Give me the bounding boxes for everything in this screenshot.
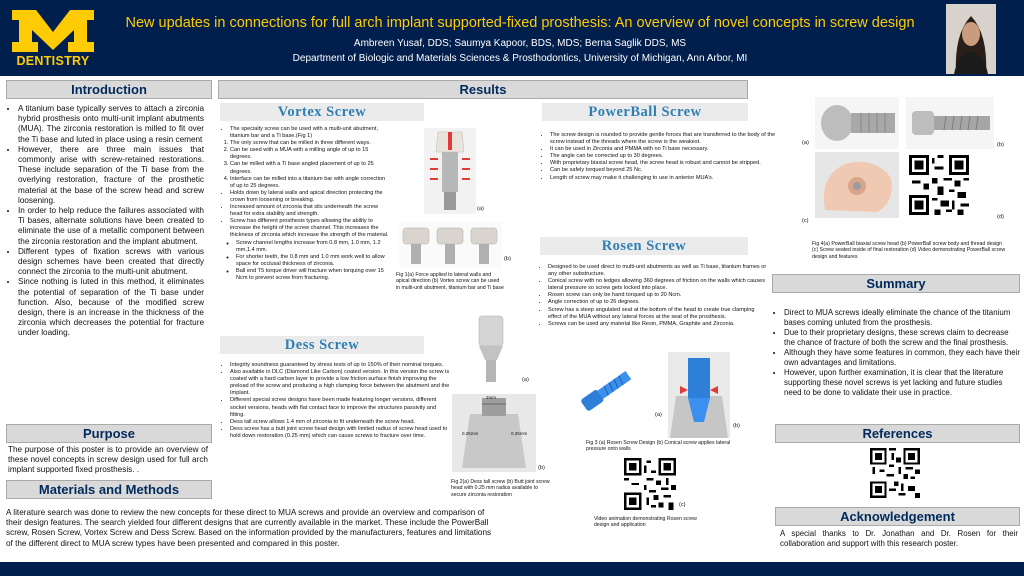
university-logo [12, 10, 94, 66]
vortex-heading: Vortex Screw [220, 103, 424, 121]
purpose-heading: Purpose [6, 424, 212, 443]
dess-dim-right: 0.25mm [511, 431, 528, 436]
author-photo [946, 4, 996, 74]
references-heading: References [775, 424, 1020, 443]
rosen-video-caption: Video animation demonstrating Rosen screw design and application [594, 516, 697, 529]
rosen-screw-image [566, 358, 646, 426]
list-item: 1. The only screw that can be milled in three different ways. [230, 140, 390, 147]
dess-body [222, 362, 452, 440]
references-qr-code [870, 448, 920, 498]
list-item: • Due to their proprietary designs, these screws claim to decrease the chance of fracture of both the screw and the final prosthesis. [784, 328, 1020, 348]
list-item: • Angle correction of up to 26 degrees. [548, 299, 768, 306]
vortex-caption: Fig 1(a) Force applied to lateral walls and apical direction (b) Vortex screw can be used in multi-unit abutment, titanium bar and Ti base [396, 272, 504, 291]
poster-department: Department of Biologic and Materials Sciences & Prosthodontics, University of Michigan, Ann Arbor, MI [292, 53, 748, 64]
rosen-qr-code [624, 458, 676, 510]
list-item: • Dess screw has a butt joint screw head design with limited radius of screw head used to hold down restoration (0.25 mm) which can cause screws to fracture over time. [230, 426, 452, 440]
dess-tall-screw-image [463, 312, 519, 386]
vortex-body [222, 126, 390, 282]
list-item: • Rosen screw can only be hand torqued up to 20 Ncm. [548, 292, 768, 299]
list-item: • Screw has different prosthesis types allowing the ability to increase the height of the screw channel. This increases the thickness of zirconia which increase the strength of the material. [230, 218, 390, 239]
powerball-qr-code [909, 155, 969, 215]
dess-dim-top: 2mm [486, 395, 496, 400]
list-item: • Since nothing is luted in this method, it eliminates the potential of separation of the Ti base under function. Also, because of the modified screw design, there is an increase in the thickness of the zirconia which decreases the potential for fracture under loading. [18, 277, 204, 338]
list-item: • Conical screw with no ledges allowing 360 degrees of friction on the walls which causes lateral pressure so screw gets locked into place. [548, 278, 768, 292]
results-heading: Results [218, 80, 748, 99]
dess-heading: Dess Screw [220, 336, 424, 354]
dess-label-b: (b) [538, 465, 545, 471]
list-item: • Integrity soundness guaranteed by stress tests of up to 150% of their nominal torques. [230, 362, 452, 369]
list-item: • Different types of fixation screws with various design schemes have been created that directly connect the zirconia to the multi-unit abutment. [18, 247, 204, 278]
vortex-label-b: (b) [504, 256, 511, 262]
list-item: • It can be used in Zirconia and PMMA with no Ti base necessary. [550, 146, 780, 153]
acknowledgement-body: A special thanks to Dr. Jonathan and Dr. Rosen for their collaboration and support with this research poster. [780, 529, 1018, 548]
list-item: • With proprietary biaxial screw head, the screw head is robust and cannot be stripped. [550, 160, 780, 167]
list-item: • Although they have some features in common, they each have their own advantages and limitations. [784, 348, 1020, 368]
rosen-caption: Fig 3 (a) Rosen Screw Design (b) Conical screw applies lateral pressure onto walls [586, 440, 731, 453]
list-item: • Length of screw may make it challenging to use in anterior MUA’s. [550, 175, 780, 182]
list-item: • Designed to be used direct to multi-unit abutments as well as Ti base, titanium frames or any other substructure. [548, 264, 768, 278]
vortex-types-image [399, 222, 502, 268]
rosen-label-c: (c) [679, 502, 686, 508]
poster-title: New updates in connections for full arch implant supported-fixed prosthesis: An overview of novel concepts in screw design [125, 15, 915, 31]
list-item: • A titanium base typically serves to attach a zirconia hybrid prosthesis onto multi-unit implant abutments (MUA). The zirconia restoration is milled to fit over the Ti base and luted in place using a resin cement [18, 104, 204, 145]
dess-label-a: (a) [522, 377, 529, 383]
list-item: ◦ For shorter teeth, the 0.8 mm and 1.0 mm work well to allow space for occlusal thickness of zirconia. [236, 254, 390, 268]
list-item: • Also available in DLC (Diamond Like Carbon) coated version. In this version the screw is coated with a hard carbon layer to provide a low friction surface finish improving the preload of the screw and producing a high clamping force between the abutment and the Implant. [230, 369, 452, 397]
powerball-label-d: (d) [997, 214, 1004, 220]
logo-text: DENTISTRY [16, 54, 90, 68]
header-bar [0, 0, 1024, 76]
vortex-label-a: (a) [477, 206, 484, 212]
acknowledgement-heading: Acknowledgement [775, 507, 1020, 526]
powerball-caption: Fig 4(a) PowerBall biaxial screw head (b) PowerBall screw body and thread design (c) Screw seated inside of final restoration (d) Video demonstrating PowerBall screw design and features [812, 241, 1006, 260]
list-item: 2. Can be used with a MUA with a milling angle of up to 15 degrees. [230, 147, 390, 161]
list-item: • Different special screw designs have been made featuring longer versions, different socket versions, heads with flat contact face to improve the structures passivity and fitting. [230, 397, 452, 418]
list-item: • Holds down by lateral walls and apical direction protecting the crown from loosening or breaking. [230, 190, 390, 204]
rosen-heading: Rosen Screw [540, 237, 748, 255]
list-item: • In order to help reduce the failures associated with Ti bases, alternate solutions have been created to eliminate the use of a metallic component between the zirconia restoration and the implant abutment. [18, 206, 204, 247]
introduction-body [8, 104, 204, 339]
powerball-label-b: (b) [997, 142, 1004, 148]
list-item: • Dess tall screw allows 1.4 mm of zirconia to fit underneath the screw head. [230, 419, 452, 426]
rosen-label-a: (a) [655, 412, 662, 418]
vortex-force-image [424, 128, 476, 214]
list-item: 4. Interface can be milled into a titanium bar with angle correction of up to 25 degrees. [230, 176, 390, 190]
list-item: • Screw has a steep angulated seat at the bottom of the head to create true clamping effect of the MUA without any lateral forces at the seat of the prosthesis. [548, 307, 768, 321]
list-item: • The specialty screw can be used with a multi-unit abutment, titanium bar and a Ti base.(Fig 1) [230, 126, 390, 140]
powerball-body-image [906, 97, 994, 149]
powerball-restoration-image [815, 152, 899, 218]
list-item: ◦ Ball end T5 torque driver will fracture when torquing over 15 Ncm to prevent screw from fracturing. [236, 268, 390, 282]
powerball-body [542, 132, 780, 182]
list-item: • Screws can be used any material like Resin, PMMA, Graphite and Zirconia. [548, 321, 768, 328]
rosen-body [540, 264, 768, 328]
powerball-label-c: (c) [802, 218, 809, 224]
powerball-heading: PowerBall Screw [542, 103, 748, 121]
list-item: • The angle can be corrected up to 30 degrees. [550, 153, 780, 160]
powerball-head-image [815, 97, 899, 149]
list-item: • However, there are three main issues that commonly arise with screw-retained restorations. These include separation of the Ti base from the overlying restoration, fracture of the prosthetic material at the base of the screw head and screw loosening. [18, 145, 204, 206]
rosen-conical-image [668, 352, 730, 438]
list-item: • However, upon further examination, it is clear that the literature supporting these novel screws is yet lacking and future studies need to be done to validate their use in practice. [784, 368, 1020, 398]
footer-bar [0, 562, 1024, 576]
list-item: • Increased amount of zirconia that sits underneath the screw head for extra stability and strength. [230, 204, 390, 218]
list-item: ◦ Screw channel lengths increase from 0.8 mm, 1.0 mm, 1.2 mm,1.4 mm. [236, 240, 390, 254]
dess-dim-left: 0.25mm [462, 431, 479, 436]
methods-heading: Materials and Methods [6, 480, 212, 499]
rosen-label-b: (b) [733, 423, 740, 429]
dess-caption: Fig 2(a) Dess tall screw (b) Butt joint screw head with 0.25 mm radius available to secure zirconia restoration [451, 479, 550, 498]
purpose-body: The purpose of this poster is to provide an overview of these novel concepts in screw design used for full arch implant supported fixed prosthesis. . [8, 445, 208, 475]
introduction-heading: Introduction [6, 80, 212, 99]
powerball-label-a: (a) [802, 140, 809, 146]
block-m-icon [12, 10, 94, 52]
list-item: • Direct to MUA screws ideally eliminate the chance of the titanium bases coming unluted from the prosthesis. [784, 308, 1020, 328]
poster-authors: Ambreen Yusaf, DDS; Saumya Kapoor, BDS, MDS; Berna Saglik DDS, MS [353, 38, 687, 49]
list-item: 3. Can be milled with a Ti base angled placement of up to 25 degrees. [230, 161, 390, 175]
methods-body: A literature search was done to review the new concepts for these direct to MUA screws and provide an overview and comparison of their design features. The search yielded four different designs that are currently available in the market. These include the PowerBall screw, Rosen Screw, Vortex Screw and Dess Screw. Based on the information provided by the manufacturers, features and limitations of the different direct to MUA screw types have been presented and compared in this poster. [6, 508, 492, 548]
summary-body [774, 308, 1020, 398]
summary-heading: Summary [772, 274, 1020, 293]
list-item: • The screw design is rounded to provide gentle forces that are transferred to the body of the screw instead of the threads where the screw is the weakest. [550, 132, 780, 146]
list-item: • Can be safely torqued beyond 25 Nc. [550, 167, 780, 174]
